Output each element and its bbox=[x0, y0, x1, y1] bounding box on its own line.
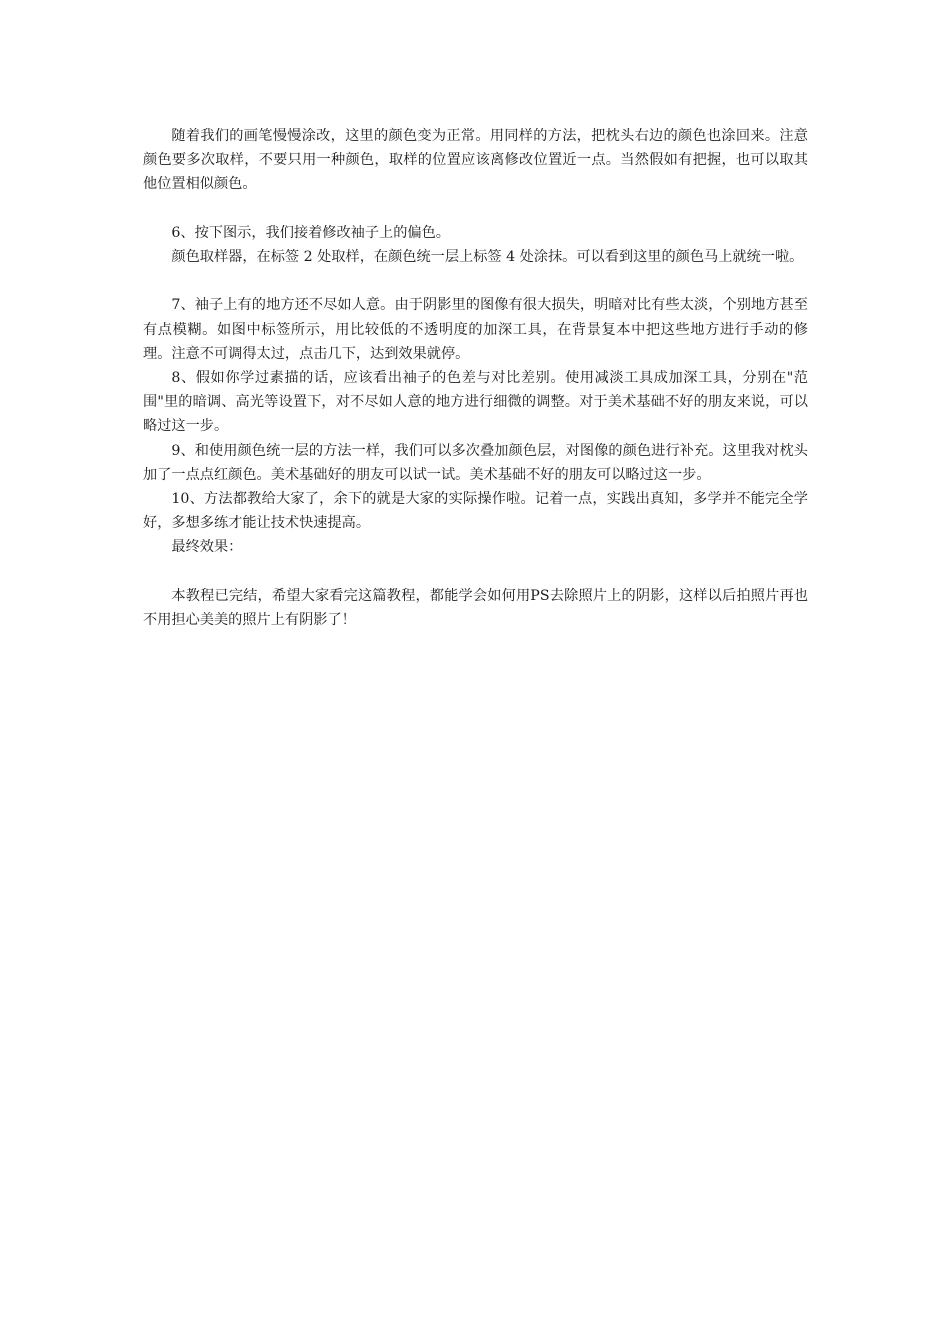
paragraph-spacer bbox=[143, 269, 808, 293]
document-body bbox=[143, 124, 808, 632]
paragraph-color-repair: 随着我们的画笔慢慢涂改，这里的颜色变为正常。用同样的方法，把枕头右边的颜色也涂回来。注意颜色要多次取样，不要只用一种颜色，取样的位置应该离修改位置近一点。当然假如有把握，也可以取其他位置相似颜色。 bbox=[143, 128, 808, 193]
paragraph-step-10: 10、方法都教给大家了，余下的就是大家的实际操作啦。记着一点，实践出真知，多学并不能完全学好，多想多练才能让技术快速提高。 bbox=[143, 491, 808, 532]
paragraph-step-6: 6、按下图示，我们接着修改袖子上的偏色。 bbox=[171, 224, 450, 241]
paragraph-spacer bbox=[143, 560, 808, 584]
paragraph-final-effect: 最终效果： bbox=[171, 539, 243, 556]
paragraph-step-9: 9、和使用颜色统一层的方法一样，我们可以多次叠加颜色层，对图像的颜色进行补充。这里我对枕头加了一点点红颜色。美术基础好的朋友可以试一试。美术基础不好的朋友可以略过这一步。 bbox=[143, 442, 808, 483]
paragraph-step-7: 7、袖子上有的地方还不尽如人意。由于阴影里的图像有很大损失，明暗对比有些太淡，个别地方甚至有点模糊。如图中标签所示，用比较低的不透明度的加深工具，在背景复本中把这些地方进行手动的修理。注意不可调得太过，点击几下，达到效果就停。 bbox=[143, 297, 808, 362]
paragraph-conclusion: 本教程已完结，希望大家看完这篇教程，都能学会如何用PS去除照片上的阴影，这样以后拍照片再也不用担心美美的照片上有阴影了！ bbox=[143, 587, 808, 629]
paragraph-spacer bbox=[143, 197, 808, 221]
paragraph-step-8: 8、假如你学过素描的话，应该看出袖子的色差与对比差别。使用减淡工具成加深工具，分别在"范围"里的暗调、高光等设置下，对不尽如人意的地方进行细微的调整。对于美术基础不好的朋友来说，可以略过这一步。 bbox=[143, 370, 808, 435]
paragraph-color-sampler: 颜色取样器，在标签 2 处取样，在颜色统一层上标签 4 处涂抹。可以看到这里的颜色马上就统一啦。 bbox=[171, 249, 804, 265]
